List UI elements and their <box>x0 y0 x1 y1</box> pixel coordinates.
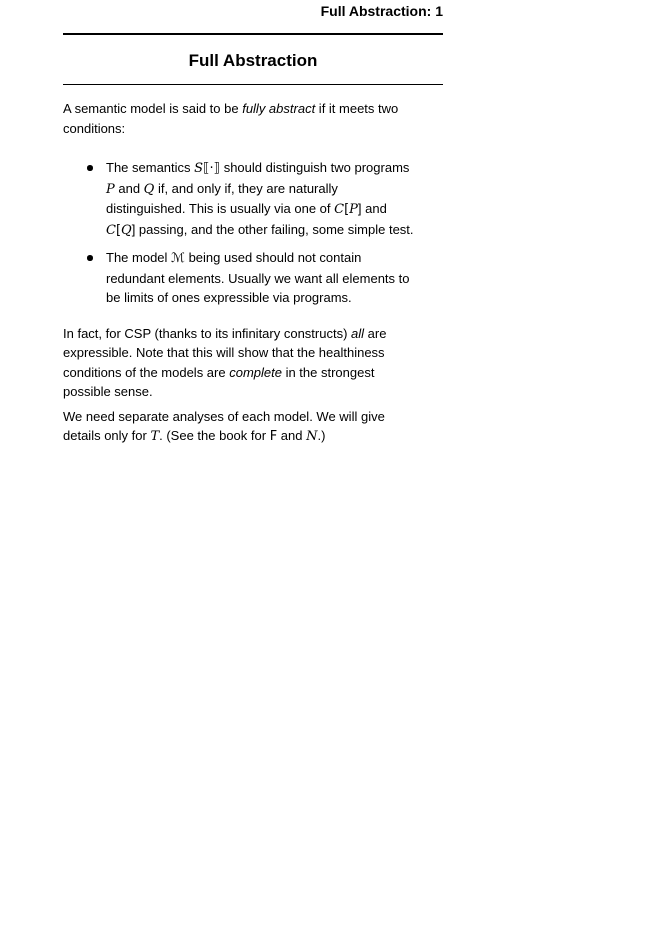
running-header-text: Full Abstraction: 1 <box>320 3 443 19</box>
text-run: We need separate analyses of each model. We will give <box>63 408 385 424</box>
text-run: and <box>114 180 144 196</box>
text-line <box>106 199 443 220</box>
bottom-rule <box>63 84 443 86</box>
text-run: ] passing, and the other failing, some simple test. <box>131 221 414 237</box>
emphasis-run: all <box>351 325 365 341</box>
list-item-model <box>63 248 443 308</box>
math-script-s: S <box>194 161 204 176</box>
text-line <box>63 407 443 427</box>
text-run: conditions: <box>63 120 126 136</box>
text-line <box>63 426 443 447</box>
text-run: ] and <box>357 201 387 216</box>
top-rule <box>63 33 443 35</box>
text-run: The model <box>106 250 172 265</box>
paragraph-csp <box>63 324 443 402</box>
slide-content <box>63 0 443 447</box>
text-line <box>63 324 443 344</box>
text-line <box>106 269 443 289</box>
emphasis-run: complete <box>229 364 282 380</box>
math-bracket: [ <box>344 202 350 217</box>
text-run: being used should not contain <box>184 250 362 265</box>
text-line <box>106 220 443 241</box>
text-run: . (See the book for <box>159 428 270 443</box>
emphasis-run: fully abstract <box>242 101 316 116</box>
text-run: in the strongest <box>281 364 375 380</box>
math-bracket: [ <box>115 222 122 238</box>
paragraph-intro <box>63 99 443 138</box>
text-line <box>63 99 443 119</box>
text-run: .) <box>317 428 326 443</box>
text-run: details only for <box>63 428 151 443</box>
math-var-c: C <box>334 202 345 217</box>
math-script-m: ℳ <box>171 251 185 266</box>
math-script-n: N <box>306 429 318 444</box>
math-var-q: Q <box>121 222 132 238</box>
math-script-t: T <box>150 429 160 444</box>
list-item-semantics <box>63 158 443 240</box>
text-run: expressible. Note that this will show that the healthiness <box>63 345 385 360</box>
bullet-list <box>63 158 443 308</box>
text-run: are <box>364 325 387 341</box>
text-line <box>106 288 443 308</box>
paragraph-models <box>63 407 443 447</box>
semantic-brackets: ⟦·⟧ <box>203 161 221 176</box>
text-line <box>63 119 443 139</box>
text-run: and <box>277 428 307 443</box>
text-run: In fact, for CSP (thanks to its infinitary constructs) <box>63 325 352 341</box>
text-line <box>106 248 443 269</box>
bullet-icon <box>87 255 93 261</box>
text-run: should distinguish two programs <box>220 160 410 175</box>
slide-title: Full Abstraction <box>188 50 318 70</box>
text-run: distinguished. This is usually via one of <box>106 201 335 216</box>
text-line <box>106 158 443 179</box>
bullet-icon <box>87 165 93 171</box>
math-var-q: Q <box>143 181 155 197</box>
text-line <box>63 363 443 383</box>
text-run: The semantics <box>106 160 195 175</box>
text-line <box>63 343 443 363</box>
text-run: A semantic model is said to be <box>63 101 243 116</box>
math-var-c: C <box>106 222 116 238</box>
text-run: if, and only if, they are naturally <box>154 180 338 196</box>
math-var-p: P <box>349 202 358 217</box>
text-line <box>63 382 443 402</box>
math-var-p: P <box>106 181 115 197</box>
text-run: possible sense. <box>63 384 153 399</box>
text-run: redundant elements. Usually we want all elements to <box>106 270 410 286</box>
running-header <box>63 0 443 19</box>
text-run: if it meets two <box>315 101 399 116</box>
text-run: be limits of ones expressible via programs. <box>106 290 352 305</box>
text-line <box>106 179 443 200</box>
text-run: conditions of the models are <box>63 364 230 380</box>
math-script-f: F <box>269 429 278 444</box>
